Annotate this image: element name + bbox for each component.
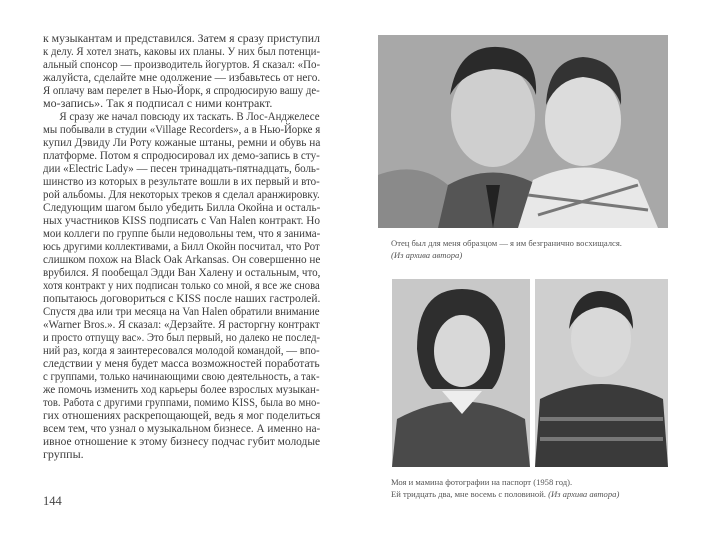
text-line: ных участников KISS подписать с Van Halen контракт. Но — [43, 213, 321, 227]
text-line: жалуйста, сделайте мне одолжение — избавьтесь от него. — [43, 70, 321, 84]
caption-top — [391, 238, 691, 261]
text-line: к музыкантам и представился. Затем я сразу приступил — [43, 31, 320, 45]
text-line: купил Дэвиду Ли Роту кожаные штаны, ремни и обувь на — [43, 135, 321, 149]
text-line: Я оплачу вам перелет в Нью-Йорк, я спродюсирую вашу де- — [43, 83, 320, 97]
text-line: к делу. Я хотел знать, каковы их планы. У них был потенци- — [43, 44, 321, 58]
text-line: «Warner Bros.». Я сказал: «Дерзайте. Я расторгну контракт — [43, 317, 320, 331]
caption-bottom — [391, 477, 711, 500]
text-line: рой альбомы. Для некоторых треков я сделал аранжировку. — [43, 187, 320, 201]
text-line: тов. Работа с другими группами, помимо KISS, была во мно- — [43, 395, 320, 409]
text-line: и просто отпущу вас». Это был первый, но далеко не послед- — [43, 330, 321, 344]
photo-father-and-son — [378, 35, 668, 228]
text-line: ний раз, когда я заинтересовался молодой командой, — впо- — [43, 343, 320, 357]
caption-bottom-line2: Ей тридцать два, мне восемь с половиной. — [391, 488, 546, 499]
text-line: же помочь изменить ход карьеры более взрослых музыкан- — [43, 382, 320, 396]
caption-top-text: Отец был для меня образцом — я им безгранично восхищался. — [391, 238, 622, 248]
text-line: мы побывали в студии «Village Recorders», а в Нью-Йорке я — [43, 122, 321, 136]
text-line: Следующим шагом было убедить Билла Окойна и осталь- — [43, 200, 321, 214]
text-line: альный спонсор — производитель йогуртов. Я сказал: «По- — [43, 57, 321, 71]
text-line: шинство из которых в результате вошли в их первый и вто- — [43, 174, 320, 188]
text-line: врубился. Я пообещал Эдди Ван Халену и остальным, что, — [43, 265, 321, 279]
text-line: ивное отношение к этому бизнесу подчас губит молодые — [43, 434, 321, 448]
text-line: платформе. Потом я спродюсировал их демо-запись в сту- — [43, 148, 320, 162]
text-line: следствии у меня будет масса возможностей поработать — [43, 356, 320, 370]
text-line: Спустя два или три месяца на Van Halen обратили внимание — [43, 304, 320, 318]
text-line: мои коллеги по группе были недовольны тем, что я занима- — [43, 226, 321, 240]
caption-top-credit: (Из архива автора) — [391, 249, 463, 260]
photo-son-passport — [535, 279, 668, 467]
text-line: группы. — [43, 447, 84, 461]
text-line: с группами, только начинающими свою деятельность, а так- — [43, 369, 320, 383]
body-text — [43, 32, 320, 461]
photo-mother-passport — [392, 279, 530, 467]
text-line: Я сразу же начал повсюду их таскать. В Лос-Анджелесе — [59, 109, 320, 123]
caption-bottom-credit: (Из архива автора) — [548, 488, 620, 499]
text-line: попытаюсь договориться с KISS после наших гастролей. — [43, 291, 321, 305]
page-number: 144 — [43, 494, 62, 508]
text-line: всем тем, что узнал о музыкальном бизнесе. А именно на- — [43, 421, 321, 435]
text-line: юсь другими коллективами, а Билл Окойн посчитал, что Рот — [43, 239, 320, 253]
text-line: хотя контракт у них подписан только со мной, я все же снова — [43, 278, 320, 292]
caption-bottom-line1: Моя и мамина фотографии на паспорт (1958 год). — [391, 477, 573, 487]
text-line: гих отношениях раскрепощающей, ведь я мог поделиться — [43, 408, 321, 422]
text-line: мо-запись». Так я подписал с ними контракт. — [43, 96, 273, 110]
text-line: слишком похож на Black Oak Arkansas. Он совершенно не — [43, 252, 321, 266]
text-line: дии «Electric Lady» — песен тринадцать-пятнадцать, боль- — [43, 161, 320, 175]
